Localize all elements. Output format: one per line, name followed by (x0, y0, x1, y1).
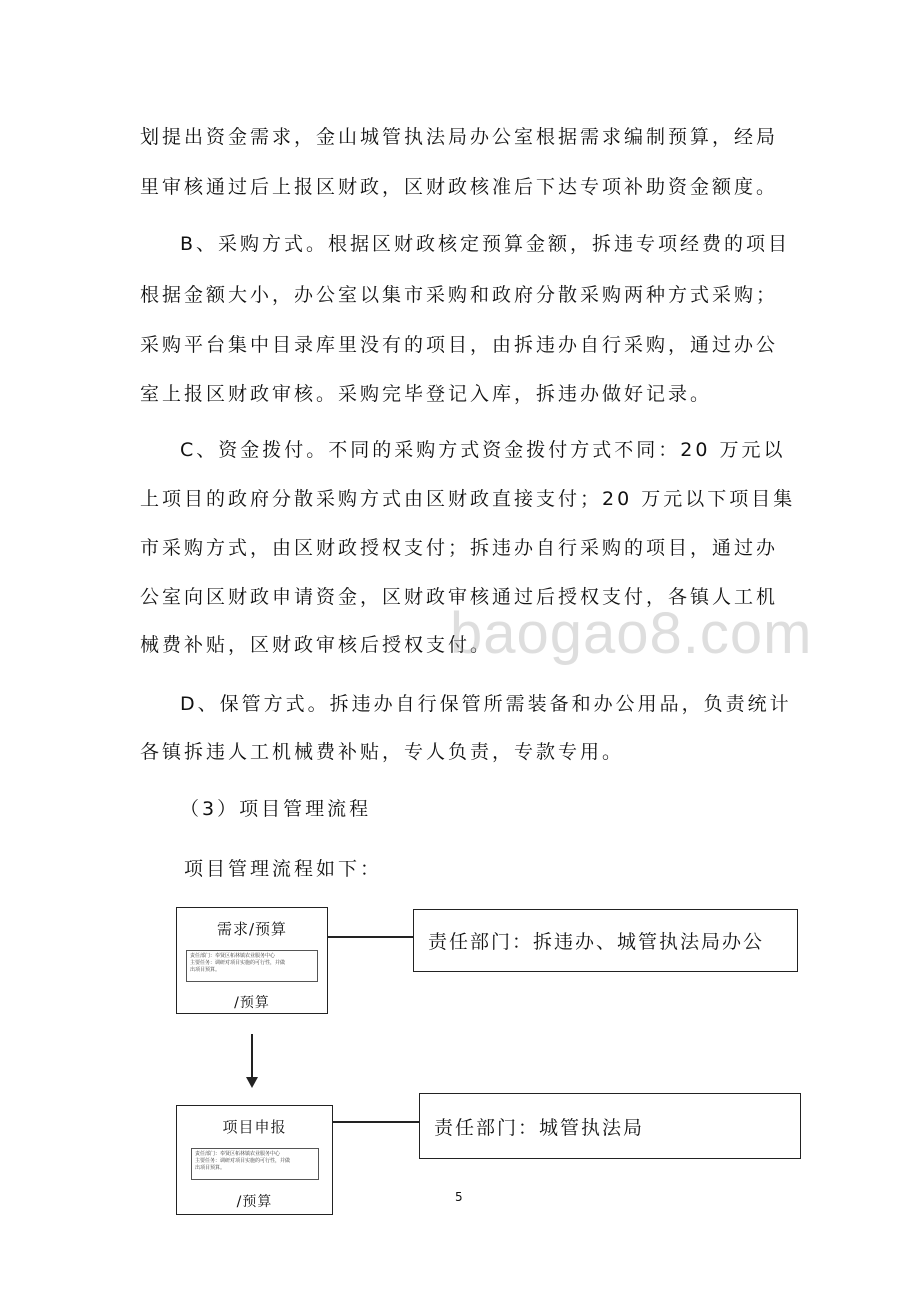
detail-line: 主要任务：调研对项目实施的可行性，并做 (195, 1158, 291, 1164)
text-line: 里审核通过后上报区财政，区财政核准后下达专项补助资金额度。 (140, 176, 779, 198)
text-line: 市采购方式，由区财政授权支付；拆违办自行采购的项目，通过办 (140, 537, 779, 559)
detail-line: 出项目预算。 (190, 967, 221, 973)
text-line: C、资金拨付。不同的采购方式资金拨付方式不同：20 万元以 (180, 439, 786, 461)
detail-line: 责任部门：奉贤区柘林镇农业服务中心 (190, 953, 276, 959)
text-line: D、保管方式。拆违办自行保管所需装备和办公用品，负责统计 (180, 693, 792, 715)
responsibility-box-2: 责任部门：城管执法局 (419, 1093, 801, 1159)
text-line: 械费补贴，区财政审核后授权支付。 (140, 634, 493, 656)
flow-step-title: 项目申报 (222, 1118, 287, 1136)
text-line: 室上报区财政审核。采购完毕登记入库，拆违办做好记录。 (140, 383, 713, 405)
section-subheading: （3）项目管理流程 (180, 798, 372, 820)
text-line: 根据金额大小，办公室以集市采购和政府分散采购两种方式采购； (140, 284, 779, 306)
detail-line: 出项目预算。 (195, 1165, 226, 1171)
flow-step-detail (191, 1148, 319, 1180)
detail-line: 主要任务：调研对项目实施的可行性，并做 (190, 960, 286, 966)
text-line: 划提出资金需求，金山城管执法局办公室根据需求编制预算，经局 (140, 126, 779, 148)
page-number: 5 (455, 1190, 463, 1204)
detail-line: 责任部门：奉贤区柘林镇农业服务中心 (195, 1151, 281, 1157)
flow-step-demand (176, 907, 328, 1014)
text-line: 上项目的政府分散采购方式由区财政直接支付；20 万元以下项目集 (140, 488, 796, 510)
watermark: baogao8.com (450, 601, 813, 666)
text-line: 公室向区财政申请资金，区财政审核通过后授权支付，各镇人工机 (140, 586, 779, 608)
flow-step-title: 需求/预算 (216, 920, 288, 938)
flow-step-detail (186, 950, 318, 982)
connector-line (328, 936, 414, 938)
text-line: B、采购方式。根据区财政核定预算金额，拆违专项经费的项目 (180, 233, 791, 255)
flow-intro: 项目管理流程如下： (184, 858, 383, 880)
arrow-down-icon (246, 1077, 258, 1088)
flow-step-footer: /预算 (236, 1194, 273, 1210)
connector-line (333, 1121, 419, 1123)
text-line: 各镇拆违人工机械费补贴，专人负责，专款专用。 (140, 741, 625, 763)
flow-step-application (176, 1105, 333, 1215)
responsibility-box-1: 责任部门：拆违办、城管执法局办公 (413, 909, 798, 972)
flow-arrow-line (251, 1034, 253, 1078)
flow-step-footer: /预算 (234, 995, 270, 1011)
text-line: 采购平台集中目录库里没有的项目，由拆违办自行采购，通过办公 (140, 334, 779, 356)
